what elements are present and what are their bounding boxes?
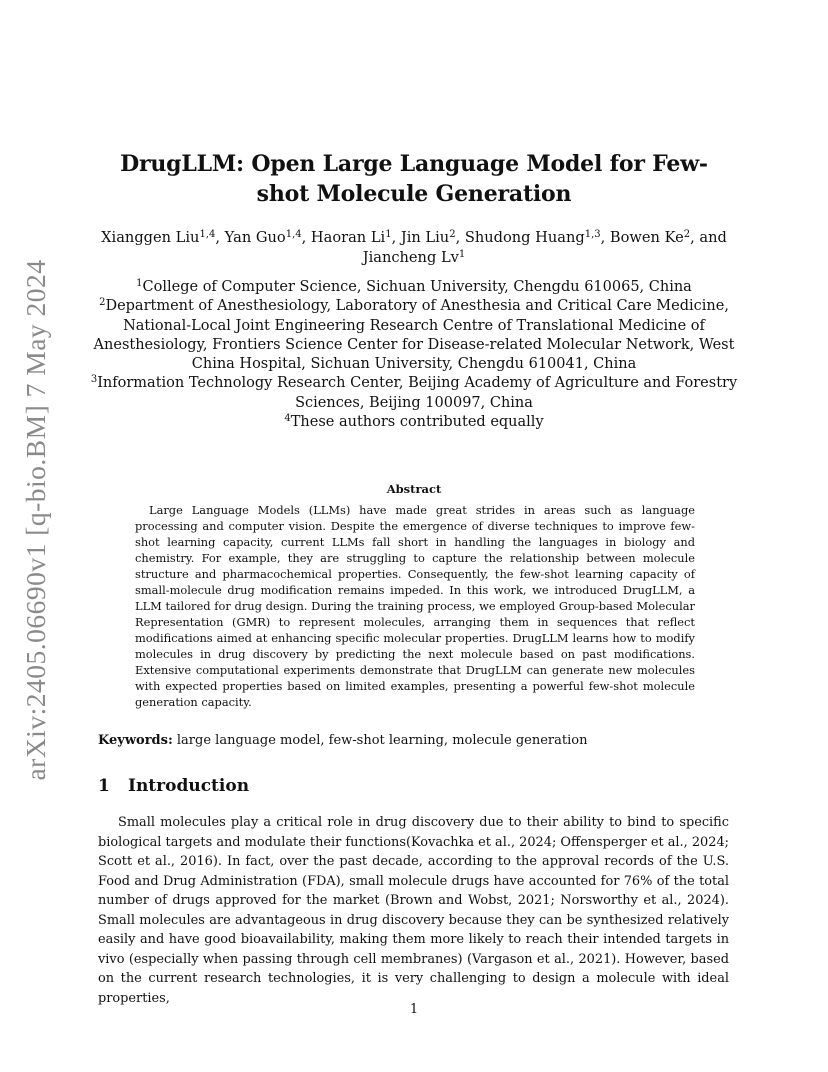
affiliation-item (90, 278, 738, 297)
page-number: 1 (409, 1002, 419, 1017)
author-affiliation-marker: 1,3 (584, 229, 601, 240)
affiliation-marker: 3 (90, 374, 98, 386)
affiliation-list (90, 278, 738, 432)
keywords-text: large language model, few-shot learning, molecule generation (172, 733, 588, 748)
abstract-heading: Abstract (386, 482, 442, 496)
author-separator: , (600, 229, 610, 246)
section-number: 1 (98, 776, 110, 796)
author-name: Jiancheng Lv (362, 249, 459, 266)
affiliation-text: Information Technology Research Center, Beijing Academy of Agriculture and Forestry Sciences, Beijing 100097, China (97, 375, 738, 411)
author-name: Xianggen Liu (101, 229, 200, 246)
author-name: Yan Guo (224, 229, 286, 246)
author-affiliation-marker: 1,4 (285, 229, 302, 240)
keywords-line (98, 732, 738, 750)
introduction-paragraph: Small molecules play a critical role in drug discovery due to their ability to bind to specific biological targets and modulate their functions(Kovachka et al., 2024; Offensperger et al., 2024; Scott et al., 2016). In fact, over the past decade, according to the approval records of the U.S. Food and Drug Administration (FDA), small molecule drugs have accounted for 76% of the total number of drugs approved for the market (Brown and Wobst, 2021; Norsworthy et al., 2024). Small molecules are advantageous in drug discovery because they can be synthesized relatively easily and have good bioavailability, making them more likely to reach their intended targets in vivo (especially when passing through cell membranes) (Vargason et al., 2021). However, based on the current research technologies, it is very challenging to design a molecule with ideal properties, (98, 815, 729, 1006)
author-separator: , (391, 229, 401, 246)
author-name: Shudong Huang (464, 229, 585, 246)
author-separator: , (455, 229, 465, 246)
author-separator: , and (690, 229, 727, 246)
author-affiliation-marker: 1 (385, 229, 392, 240)
author-affiliation-marker: 2 (683, 229, 691, 240)
paper-title: DrugLLM: Open Large Language Model for Few-shot Molecule Generation (120, 151, 708, 207)
author-list (96, 228, 732, 268)
affiliation-marker: 4 (284, 413, 291, 425)
author-separator: , (301, 229, 311, 246)
affiliation-text: College of Computer Science, Sichuan University, Chengdu 610065, China (142, 279, 692, 295)
affiliation-text: These authors contributed equally (290, 414, 544, 431)
affiliation-text: Department of Anesthesiology, Laboratory of Anesthesia and Critical Care Medicine, National-Local Joint Engineering Research Centre of Translational Medicine of Anesthesiology, Frontiers Science Center for Disease-related Molecular Network, West China Hospital, Sichuan University, Chengdu 610041, China (93, 298, 735, 373)
affiliation-marker: 1 (136, 278, 143, 289)
author-name: Haoran Li (310, 229, 386, 246)
author-separator: , (215, 229, 225, 246)
affiliation-item (90, 413, 738, 432)
keywords-label: Keywords: (98, 733, 173, 748)
affiliation-marker: 2 (99, 297, 106, 309)
author-affiliation-marker: 1 (458, 249, 466, 260)
author-affiliation-marker: 1,4 (199, 229, 216, 240)
affiliation-item (90, 297, 738, 374)
abstract-body: Large Language Models (LLMs) have made great strides in areas such as language processing and computer vision. Despite the emergence of diverse techniques to improve few-shot learning capacity, current LLMs fall short in handling the languages in biology and chemistry. For example, they are struggling to capture the relationship between molecule structure and pharmacochemical properties. Consequently, the few-shot learning capacity of small-molecule drug modification remains impeded. In this work, we introduced DrugLLM, a LLM tailored for drug design. During the training process, we employed Group-based Molecular Representation (GMR) to represent molecules, arranging them in sequences that reflect modifications aimed at enhancing specific molecular properties. DrugLLM learns how to modify molecules in drug discovery by predicting the next molecule based on past modifications. Extensive computational experiments demonstrate that DrugLLM can generate new molecules with expected properties based on limited examples, presenting a powerful few-shot molecule generation capacity. (135, 503, 695, 709)
section-title: Introduction (128, 776, 250, 796)
section-heading-introduction (98, 776, 249, 796)
arxiv-identifier-stamp: arXiv:2405.06690v1 [q-bio.BM] 7 May 2024 (20, 259, 51, 781)
author-affiliation-marker: 2 (449, 229, 456, 240)
author-name: Bowen Ke (609, 229, 684, 246)
author-name: Jin Liu (400, 229, 450, 246)
affiliation-item (90, 374, 738, 413)
